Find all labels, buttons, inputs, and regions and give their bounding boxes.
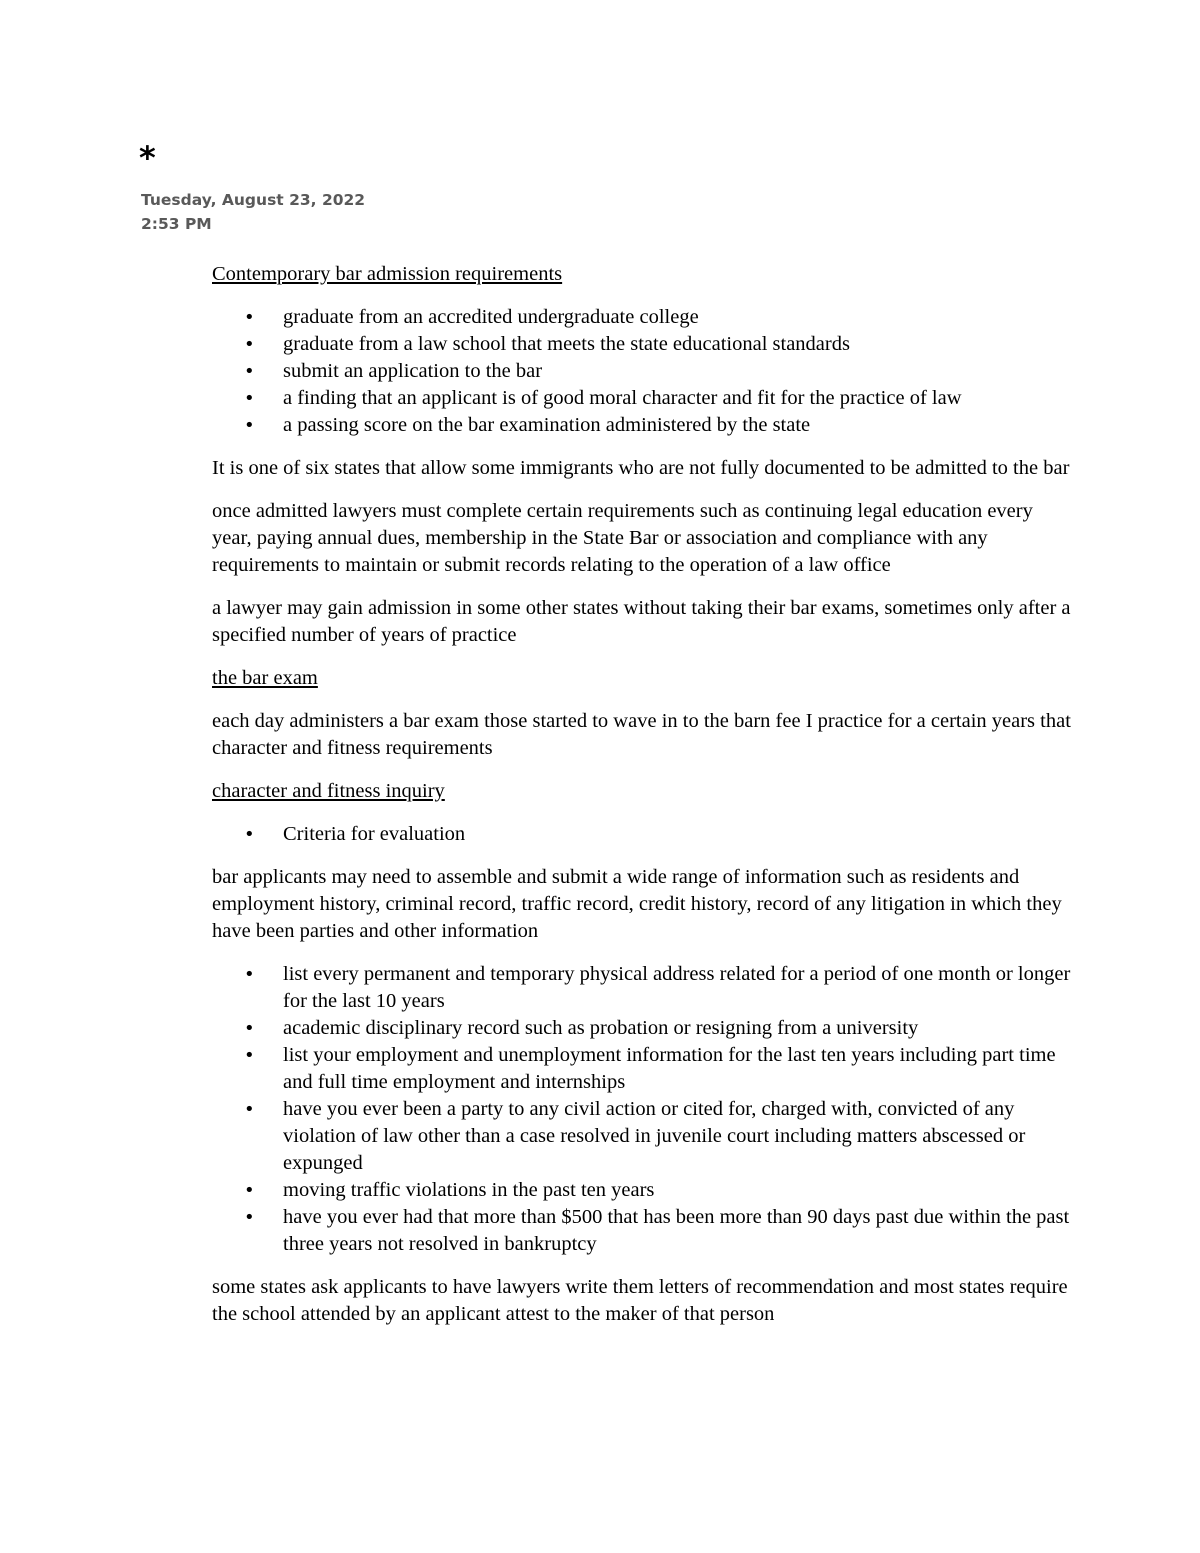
paragraph-other-states: a lawyer may gain admission in some other states without taking their bar exams, sometimes only after a specified number of years of practice [212,597,1071,646]
list-item-text: submit an application to the bar [283,360,543,382]
list-item-text: graduate from a law school that meets the state educational standards [283,333,850,355]
list-item-text: a passing score on the bar examination administered by the state [283,414,811,436]
bullet-icon: • [244,415,255,436]
admission-heading: Contemporary bar admission requirements [212,263,563,285]
list-item-text: have you ever been a party to any civil action or cited for, charged with, convicted of any violation of law other than a case resolved in juvenile court including matters abscessed or expunged [283,1098,1026,1174]
list-item-text: list every permanent and temporary physical address related for a period of one month or longer for the last 10 years [283,963,1071,1012]
bullet-icon: • [244,1018,255,1039]
paragraph-once-admitted: once admitted lawyers must complete certain requirements such as continuing legal education every year, paying annual dues, membership in the State Bar or association and compliance with any requirements to maintain or submit records relating to the operation of a law office [212,500,1033,576]
bullet-icon: • [244,964,255,985]
paragraph-applicants: bar applicants may need to assemble and submit a wide range of information such as residents and employment history, criminal record, traffic record, credit history, record of any litigation in which they have been parties and other information [212,866,1062,942]
note-title: * [139,139,156,177]
list-item [212,1204,1072,1258]
list-item [212,1096,1072,1177]
list-item [212,412,1072,439]
note-time: 2:53 PM [141,215,212,233]
note-body[interactable] [212,261,1072,1344]
list-item-text: list your employment and unemployment information for the last ten years including part time and full time employment and internships [283,1044,1056,1093]
paragraph-immigrants: It is one of six states that allow some immigrants who are not fully documented to be admitted to the bar [212,457,1070,479]
list-item [212,1015,1072,1042]
list-item-text: Criteria for evaluation [283,823,466,845]
list-item-text: a finding that an applicant is of good moral character and fit for the practice of law [283,387,962,409]
bullet-icon: • [244,1207,255,1228]
character-heading: character and fitness inquiry [212,780,445,802]
bar-exam-heading: the bar exam [212,667,318,689]
bullet-icon: • [244,824,255,845]
bullet-icon: • [244,1099,255,1120]
list-item-text: moving traffic violations in the past ten years [283,1179,655,1201]
list-item [212,1177,1072,1204]
bullet-icon: • [244,361,255,382]
list-item-text: graduate from an accredited undergraduate college [283,306,699,328]
list-item [212,304,1072,331]
bullet-icon: • [244,388,255,409]
bullet-icon: • [244,307,255,328]
list-item-text: academic disciplinary record such as probation or resigning from a university [283,1017,919,1039]
list-item [212,358,1072,385]
list-item [212,821,1072,848]
character-list [212,821,1072,848]
list-item [212,331,1072,358]
list-item [212,961,1072,1015]
note-date: Tuesday, August 23, 2022 [141,191,366,209]
list-item-text: have you ever had that more than $500 that has been more than 90 days past due within the past three years not resolved in bankruptcy [283,1206,1070,1255]
bullet-icon: • [244,334,255,355]
admission-list [212,304,1072,439]
list-item [212,385,1072,412]
paragraph-recommendation: some states ask applicants to have lawyers write them letters of recommendation and most states require the school attended by an applicant attest to the maker of that person [212,1276,1068,1325]
list-item [212,1042,1072,1096]
info-list [212,961,1072,1258]
paragraph-bar-exam: each day administers a bar exam those started to wave in to the barn fee I practice for a certain years that character and fitness requirements [212,710,1071,759]
bullet-icon: • [244,1180,255,1201]
bullet-icon: • [244,1045,255,1066]
